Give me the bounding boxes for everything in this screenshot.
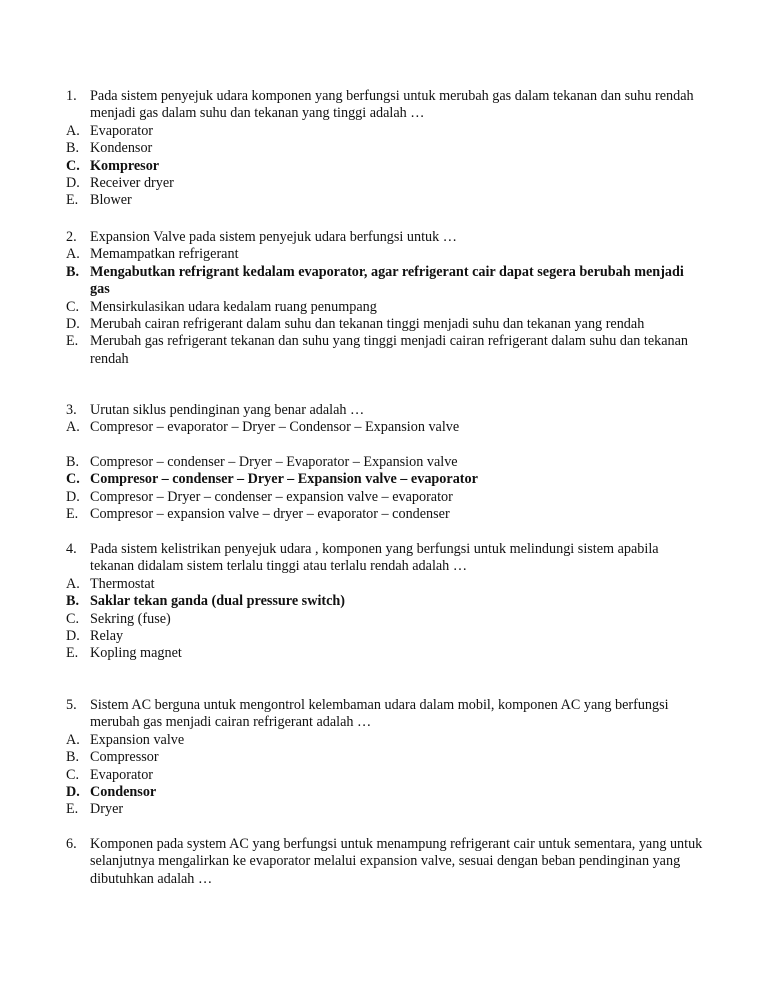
option-label: E. [66,333,79,350]
option-label: B. [66,263,80,280]
option-text: Mengabutkan refrigrant kedalam evaporator, agar refrigerant cair dapat segera berubah menjadi gas [90,263,684,298]
option-text: Compresor – Dryer – condenser – expansion valve – evaporator [90,488,453,505]
answer-option [66,299,706,316]
option-label: B. [66,140,80,157]
answer-option [66,123,706,140]
question-stem [66,229,706,246]
option-text: Receiver dryer [90,175,174,192]
question-text: Komponen pada system AC yang berfungsi untuk menampung refrigerant cair untuk sementara, yang untuk selanjutnya mengalirkan ke evaporator melalui expansion valve, sesuai dengan beban pendinginan yang dibutuhkan adalah … [90,836,703,887]
answer-option [66,611,706,628]
answer-option [66,419,706,436]
answer-option [66,506,706,523]
option-text: Compresor – condenser – Dryer – Evaporator – Expansion valve [90,453,458,470]
option-text: Saklar tekan ganda (dual pressure switch) [90,593,346,610]
option-text: Merubah gas refrigerant tekanan dan suhu yang tinggi menjadi cairan refrigerant dalam suhu dan tekanan rendah [90,333,689,367]
option-label: E. [66,506,79,523]
answer-option [66,801,706,818]
question-6 [66,836,706,888]
option-text: Relay [90,628,124,645]
answer-option [66,749,706,766]
answer-option [66,645,706,662]
answer-option [66,316,706,333]
option-label: C. [66,610,80,627]
option-label: E. [66,801,79,818]
option-label: E. [66,645,79,662]
option-text: Evaporator [90,122,154,139]
answer-option [66,454,706,471]
option-label: C. [66,157,80,174]
option-text: Merubah cairan refrigerant dalam suhu dan tekanan tinggi menjadi suhu dan tekanan yang rendah [90,316,645,333]
answer-option [66,192,706,209]
option-label: B. [66,749,80,766]
question-1 [66,88,706,210]
question-2 [66,229,706,368]
answer-option [66,264,706,299]
option-text: Memampatkan refrigerant [90,246,239,263]
option-label: C. [66,298,80,315]
answer-option [66,140,706,157]
question-text: Pada sistem kelistrikan penyejuk udara , komponen yang berfungsi untuk melindungi sistem apabila tekanan didalam sistem terlalu tinggi atau terlalu rendah adalah … [90,541,659,575]
option-label: D. [66,784,80,801]
option-text: Dryer [90,801,124,818]
answer-option [66,246,706,263]
question-number: 2. [66,229,77,245]
option-text: Expansion valve [90,731,185,748]
question-number: 3. [66,402,77,418]
question-number: 4. [66,541,77,557]
question-number: 6. [66,836,77,852]
option-label: C. [66,766,80,783]
question-text: Pada sistem penyejuk udara komponen yang berfungsi untuk merubah gas dalam tekanan dan suhu rendah menjadi gas dalam suhu dan tekanan yang tinggi adalah … [90,88,694,122]
option-label: D. [66,175,80,192]
answer-option [66,471,706,488]
answer-option [66,767,706,784]
option-label: A. [66,246,80,263]
option-text: Compresor – condenser – Dryer – Expansion valve – evaporator [90,471,478,488]
option-label: A. [66,731,80,748]
option-text: Compresor – expansion valve – dryer – evaporator – condenser [90,506,450,523]
option-label: E. [66,192,79,209]
option-text: Sekring (fuse) [90,610,171,627]
option-text: Kompresor [90,157,160,174]
option-label: B. [66,453,80,470]
option-label: D. [66,488,80,505]
question-number: 5. [66,697,77,713]
option-text: Condensor [90,784,157,801]
question-stem [66,88,706,123]
option-text: Mensirkulasikan udara kedalam ruang penumpang [90,298,377,315]
question-3 [66,402,706,523]
option-label: B. [66,593,80,610]
question-stem [66,836,706,888]
answer-option [66,175,706,192]
question-stem [66,541,706,576]
answer-option [66,489,706,506]
answer-option [66,628,706,645]
answer-option [66,158,706,175]
question-number: 1. [66,88,77,104]
question-4 [66,541,706,663]
option-label: D. [66,316,80,333]
option-text: Compressor [90,749,159,766]
option-label: A. [66,575,80,592]
option-text: Thermostat [90,575,155,592]
question-stem [66,697,706,732]
option-label: A. [66,419,80,436]
option-text: Kondensor [90,140,153,157]
option-label: D. [66,628,80,645]
option-text: Kopling magnet [90,645,182,662]
option-text: Blower [90,192,132,209]
question-text: Sistem AC berguna untuk mengontrol kelembaman udara dalam mobil, komponen AC yang berfungsi merubah gas menjadi cairan refrigerant adalah … [90,697,669,731]
question-5 [66,697,706,819]
question-text: Urutan siklus pendinginan yang benar adalah … [90,402,365,418]
question-text: Expansion Valve pada sistem penyejuk udara berfungsi untuk … [90,229,457,245]
answer-option [66,784,706,801]
question-stem [66,402,706,419]
option-label: C. [66,471,80,488]
answer-option [66,593,706,610]
option-text: Compresor – evaporator – Dryer – Condensor – Expansion valve [90,419,460,436]
answer-option [66,576,706,593]
option-label: A. [66,122,80,139]
option-text: Evaporator [90,766,154,783]
answer-option [66,732,706,749]
answer-option [66,333,706,368]
